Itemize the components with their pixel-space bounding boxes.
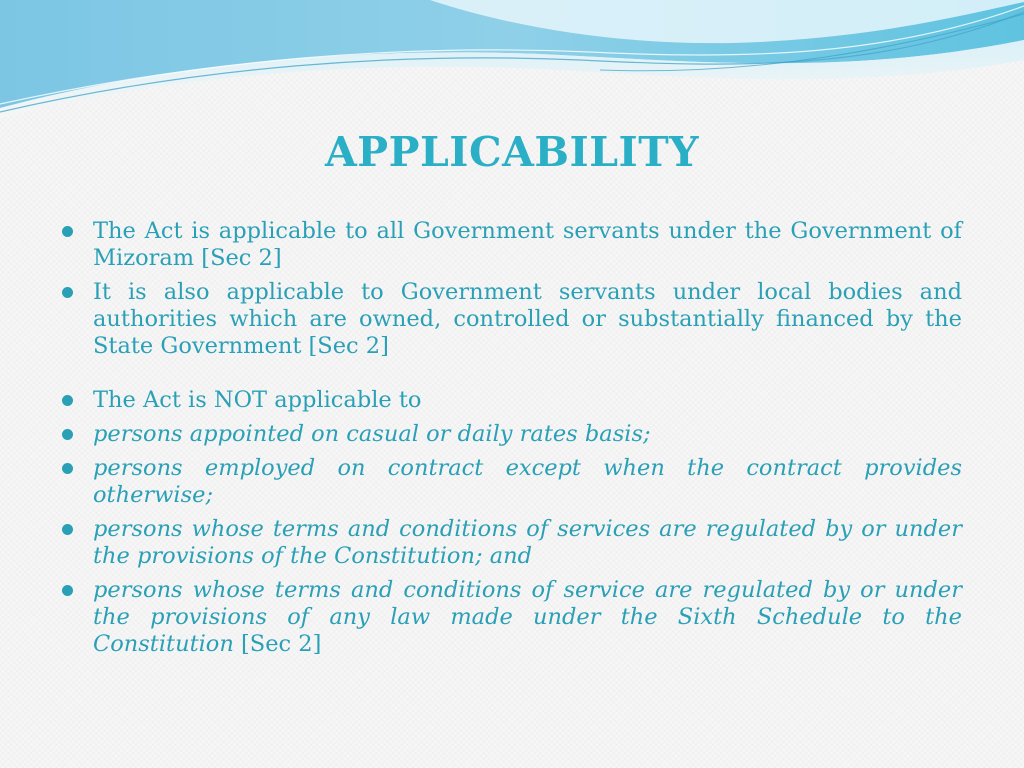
bullet-text: persons whose terms and conditions of services are regulated by or under the provisions of the Constitution; and [93, 516, 962, 569]
bullet-text: persons appointed on casual or daily rates basis; [93, 421, 651, 447]
bullet-marker-icon [62, 585, 73, 596]
bullet-item [62, 577, 962, 658]
header-wave-decoration [0, 0, 1024, 130]
bullet-marker-icon [62, 429, 73, 440]
bullet-text: The Act is applicable to all Government servants under the Government of Mizoram [Sec 2] [93, 218, 962, 271]
bullet-text: persons whose terms and conditions of service are regulated by or under the provisions of any law made under the Sixth Schedule to the Constitution [93, 577, 962, 657]
bullet-text: The Act is NOT applicable to [93, 387, 422, 413]
bullet-item [62, 218, 962, 272]
bullet-marker-icon [62, 395, 73, 406]
bullet-text: It is also applicable to Government servants under local bodies and authorities which are owned, controlled or substantially financed by the State Government [Sec 2] [93, 279, 962, 359]
bullet-item [62, 279, 962, 360]
bullet-list [62, 218, 962, 665]
bullet-item [62, 387, 962, 414]
bullet-marker-icon [62, 287, 73, 298]
bullet-item [62, 455, 962, 509]
bullet-item [62, 516, 962, 570]
bullet-marker-icon [62, 463, 73, 474]
bullet-citation: [Sec 2] [233, 631, 322, 657]
bullet-marker-icon [62, 524, 73, 535]
bullet-text: persons employed on contract except when the contract provides otherwise; [93, 455, 962, 508]
bullet-marker-icon [62, 226, 73, 237]
slide-title: APPLICABILITY [324, 128, 700, 176]
bullet-item [62, 421, 962, 448]
